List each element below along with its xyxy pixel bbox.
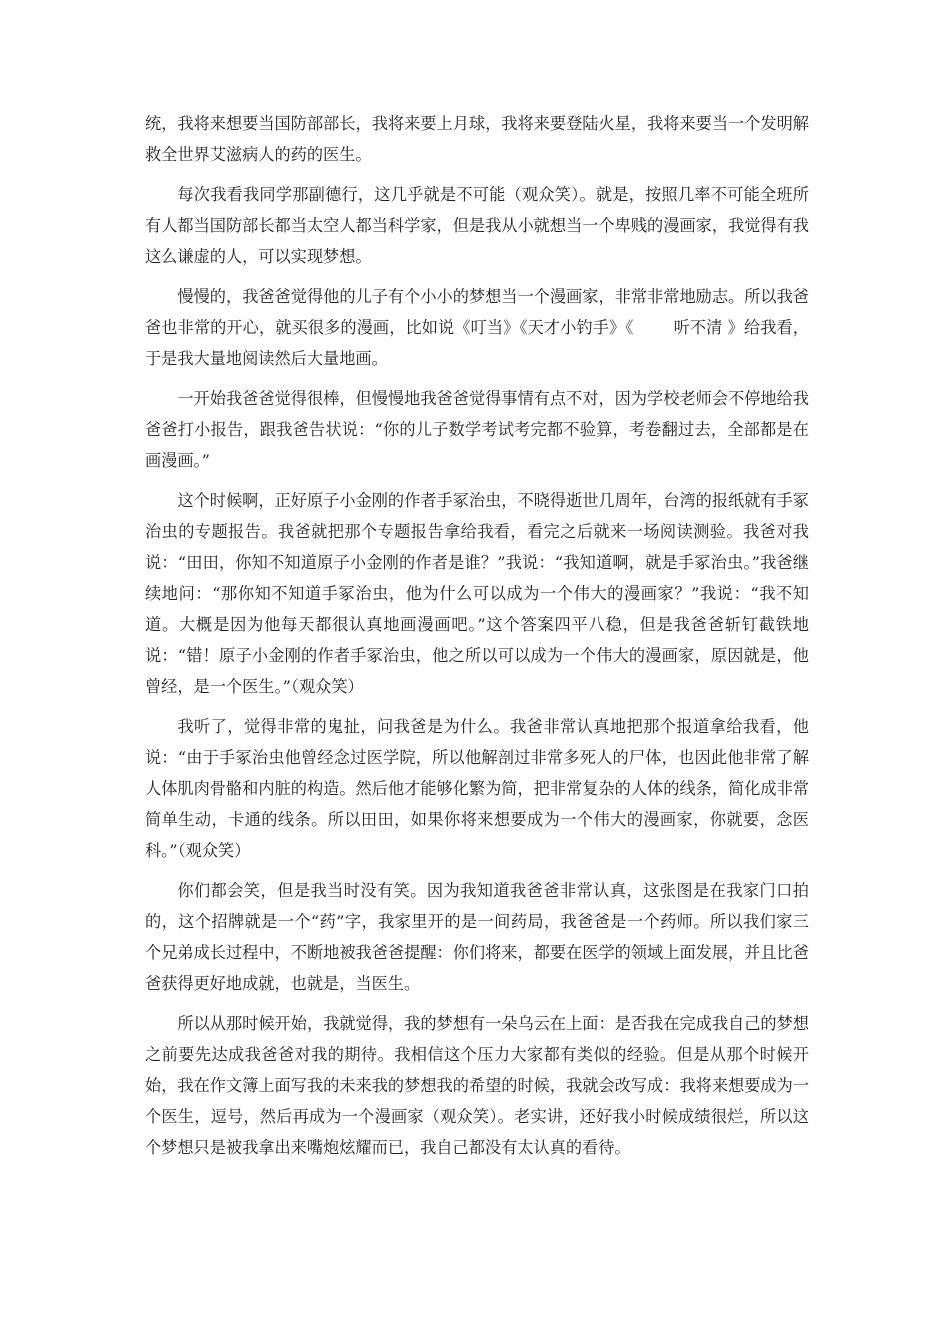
paragraph-5: 这个时候啊，正好原子小金刚的作者手冢治虫，不晓得逝世几周年，台湾的报纸就有手冢治虫的专题报告。我爸就把那个专题报告拿给我看，看完之后就来一场阅读测验。我爸对我说：“田田，你知不知道原子小金刚的作者是谁？”我说：“我知道啊，就是手冢治虫。”我爸继续地问：“那你知不知道手冢治虫，他为什么可以成为一个伟大的漫画家？”我说：“我不知道。大概是因为他每天都很认真地画漫画吧。”这个答案四平八稳，但是我爸爸斩钉截铁地说：“错！原子小金刚的作者手冢治虫，他之所以可以成为一个伟大的漫画家，原因就是，他曾经，是一个医生。”（观众笑）	[145, 491, 809, 696]
paragraph-1: 统，我将来想要当国防部部长，我将来要上月球，我将来要登陆火星，我将来要当一个发明解救全世界艾滋病人的药的医生。	[145, 114, 809, 164]
paragraph-3-text-before-gap: 慢慢的，我爸爸觉得他的儿子有个小小的梦想当一个漫画家，非常非常地励志。所以我爸爸也非常的开心，就买很多的漫画，比如说《叮当》《天才小钓手》《	[145, 287, 809, 337]
paragraph-3-text-after-gap: 听不清 》给我看，于是我大量地阅读然后大量地画。	[145, 318, 809, 368]
paragraph-2: 每次我看我同学那副德行，这几乎就是不可能（观众笑）。就是，按照几率不可能全班所有人都当国防部长都当太空人都当科学家，但是我从小就想当一个卑贱的漫画家，我觉得有我这么谦虚的人，可以实现梦想。	[145, 185, 809, 266]
paragraph-3	[145, 281, 809, 374]
paragraph-8: 所以从那时候开始，我就觉得，我的梦想有一朵乌云在上面：是否我在完成我自己的梦想之前要先达成我爸爸对我的期待。我相信这个压力大家都有类似的经验。但是从那个时候开始，我在作文簿上面写我的未来我的梦想我的希望的时候，我就会改写成：我将来想要成为一个医生，逗号，然后再成为一个漫画家（观众笑）。老实讲，还好我小时候成绩很烂，所以这个梦想只是被我拿出来嘴炮炫耀而已，我自己都没有太认真的看待。	[145, 1014, 809, 1157]
paragraph-6: 我听了，觉得非常的鬼扯，问我爸是为什么。我爸非常认真地把那个报道拿给我看，他说：“由于手冢治虫他曾经念过医学院，所以他解剖过非常多死人的尸体，也因此他非常了解人体肌肉骨骼和内脏的构造。然后他才能够化繁为简，把非常复杂的人体的线条，简化成非常简单生动，卡通的线条。所以田田，如果你将来想要成为一个伟大的漫画家，你就要，念医科。”（观众笑）	[145, 717, 809, 860]
paragraph-7: 你们都会笑，但是我当时没有笑。因为我知道我爸爸非常认真，这张图是在我家门口拍的，这个招牌就是一个“药”字，我家里开的是一间药局，我爸爸是一个药师。所以我们家三个兄弟成长过程中，不断地被我爸爸提醒：你们将来，都要在医学的领域上面发展，并且比爸爸获得更好地成就，也就是，当医生。	[145, 881, 809, 993]
paragraph-4: 一开始我爸爸觉得很棒，但慢慢地我爸爸觉得事情有点不对，因为学校老师会不停地给我爸爸打小报告，跟我爸告状说：“你的儿子数学考试考完都不验算，考卷翻过去，全部都是在画漫画。”	[145, 389, 809, 470]
document-body	[145, 108, 809, 1172]
